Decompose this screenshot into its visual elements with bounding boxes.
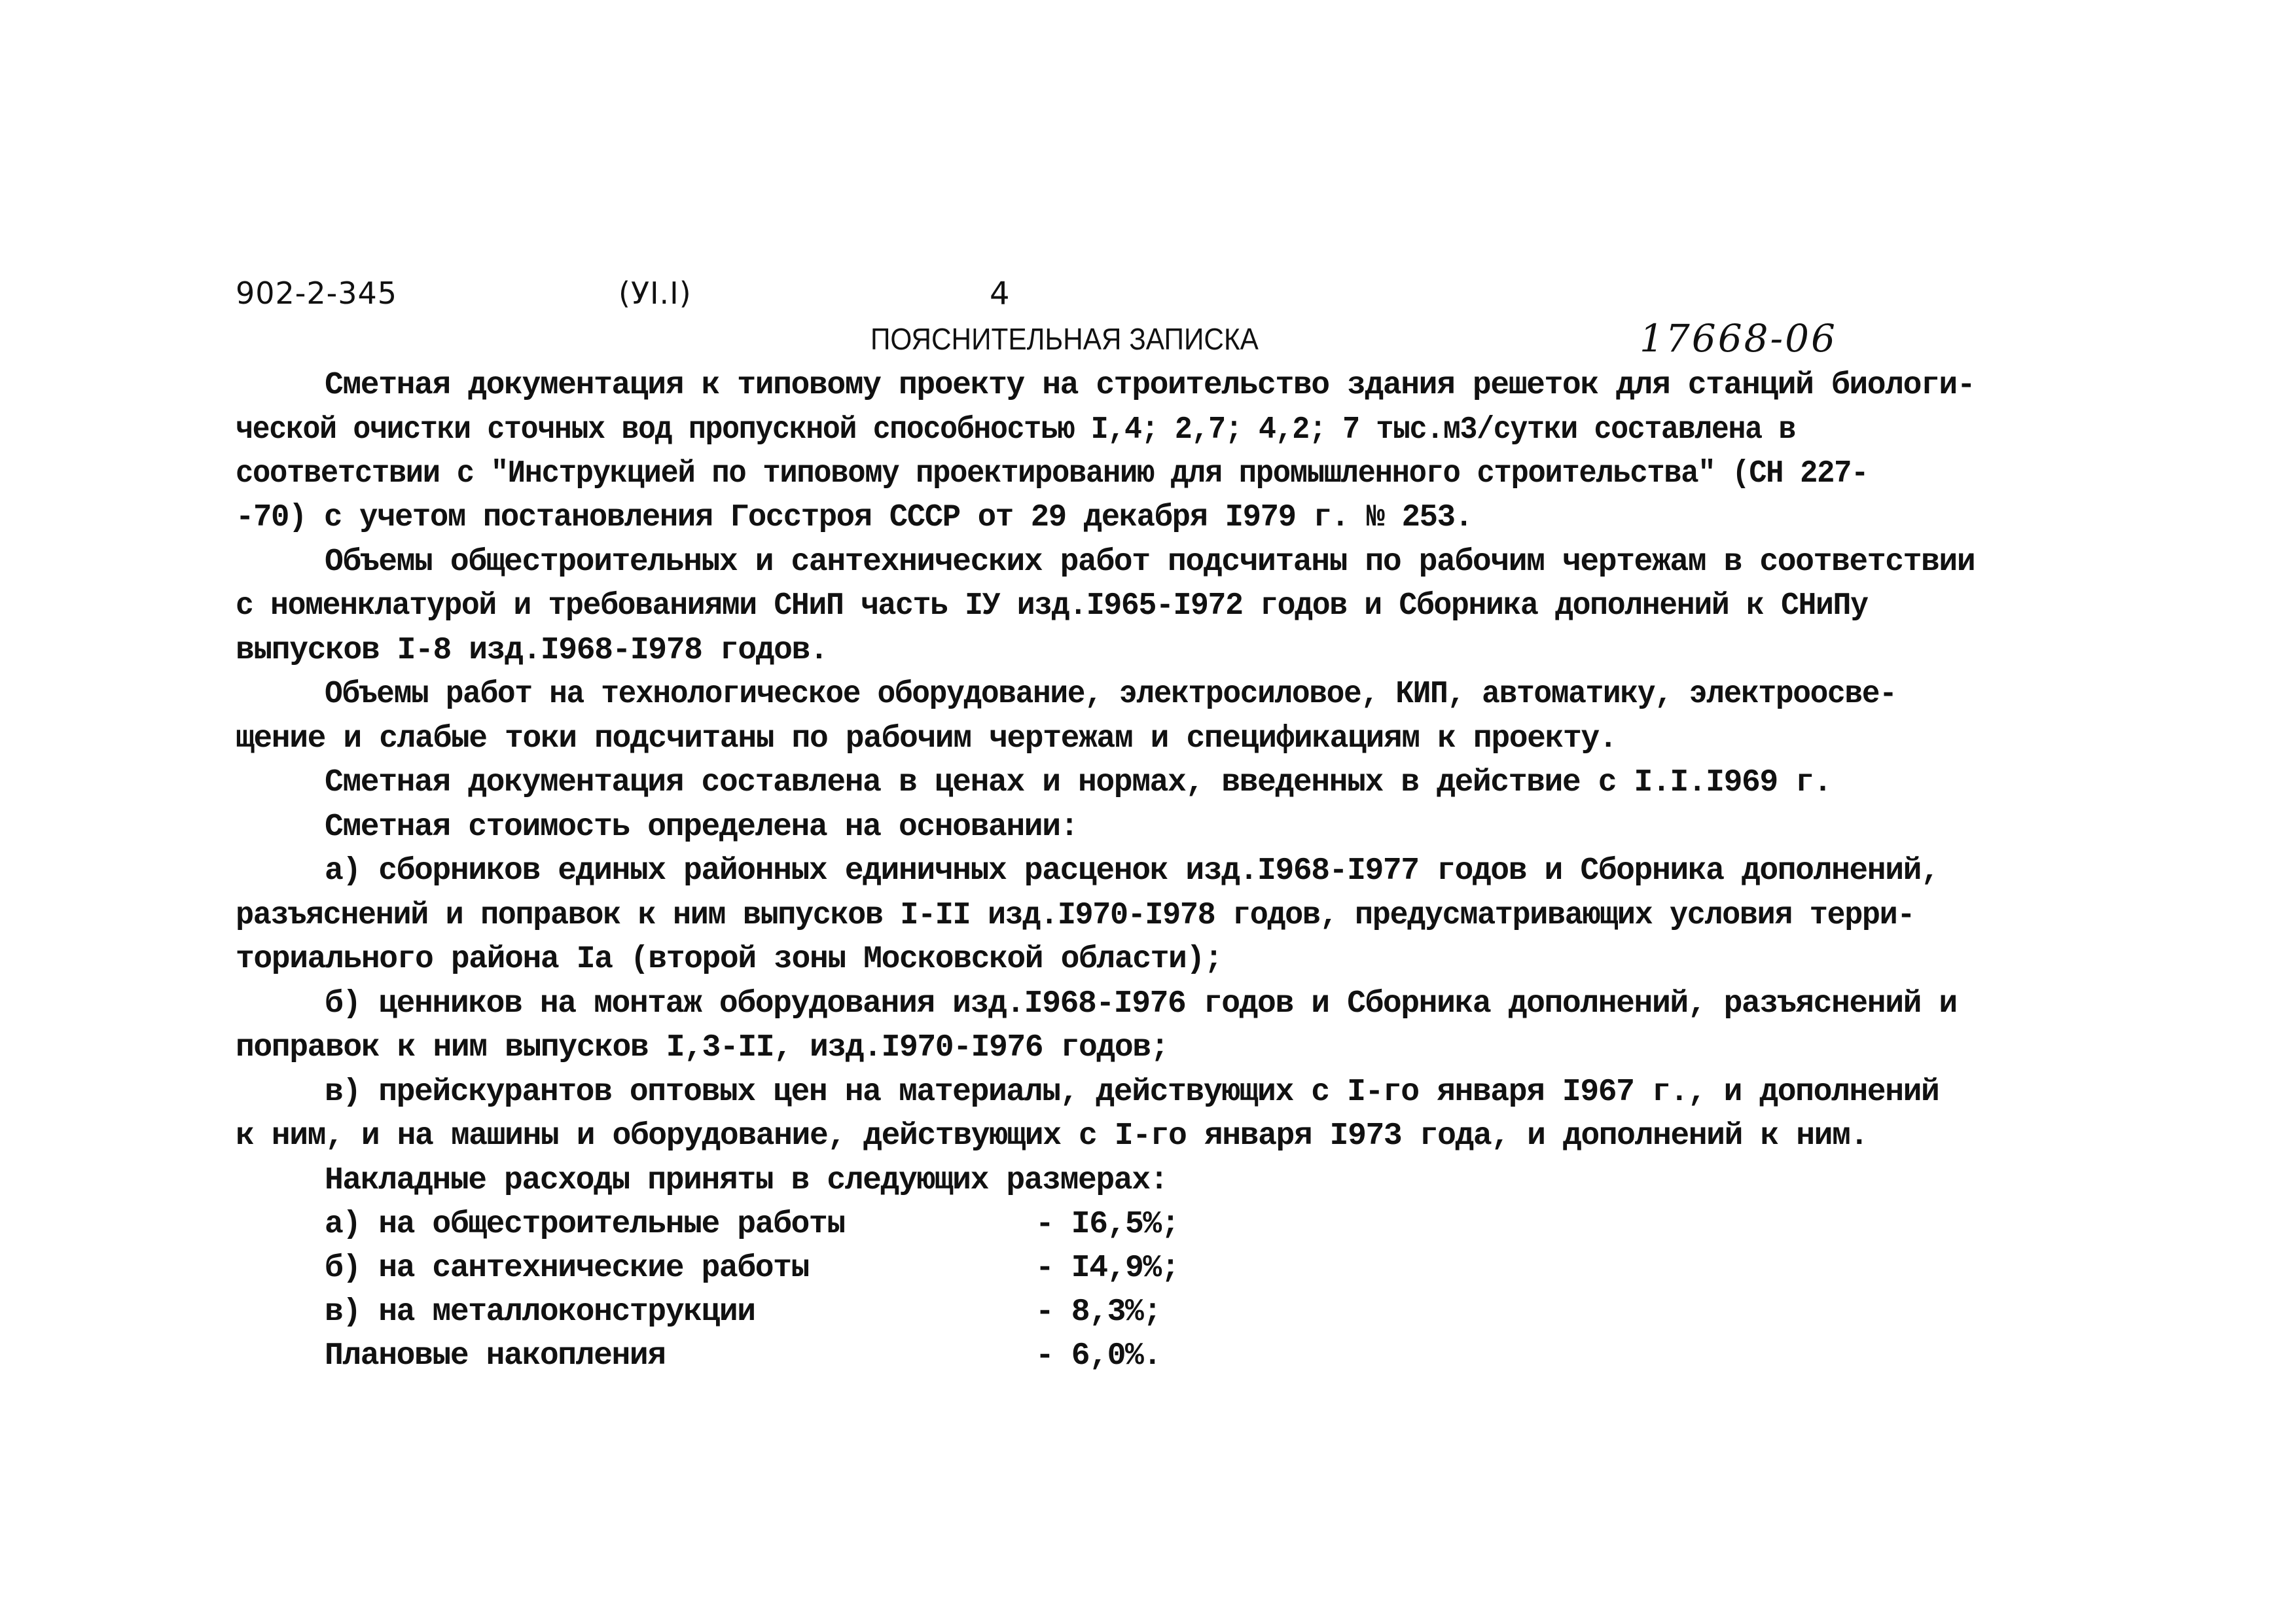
document-title: ПОЯСНИТЕЛЬНАЯ ЗАПИСКА <box>870 322 1259 356</box>
paragraph-line: соответствии с "Инструкцией по типовому проектированию для промышленного строительства" (СН 227- <box>236 456 1869 491</box>
paragraph-line: Накладные расходы приняты в следующих размерах: <box>325 1163 1168 1198</box>
cost-item-label: а) на общестроительные работы <box>325 1207 845 1242</box>
handwritten-number: 17668-06 <box>1640 316 1837 361</box>
planned-savings-value: - 6,0%. <box>1035 1338 1161 1374</box>
paragraph-line: поправок к ним выпусков I,3-II, изд.I970-I976 годов; <box>236 1030 1169 1065</box>
cost-item-label: в) на металлоконструкции <box>325 1294 755 1330</box>
paragraph-line: Объемы работ на технологическое оборудование, электросиловое, КИП, автоматику, электроосве- <box>325 677 1897 712</box>
paragraph-line: Объемы общестроительных и сантехнических работ подсчитаны по рабочим чертежам в соответствии <box>325 544 1975 580</box>
paragraph-line: щение и слабые токи подсчитаны по рабочим чертежам и спецификациям к проекту. <box>236 721 1617 757</box>
paragraph-line: б) ценников на монтаж оборудования изд.I968-I976 годов и Сборника дополнений, разъяснений и <box>325 986 1957 1022</box>
paragraph-line: с номенклатурой и требованиями СНиП часть IУ изд.I965-I972 годов и Сборника дополнений к СНиПу <box>236 588 1868 624</box>
volume-number: (УI.I) <box>619 276 692 311</box>
paragraph-line: ческой очистки сточных вод пропускной способностью I,4; 2,7; 4,2; 7 тыс.м3/сутки составлена в <box>236 412 1795 448</box>
paragraph-line: к ним, и на машины и оборудование, действующих с I-го января I973 года, и дополнений к ним. <box>236 1118 1868 1154</box>
paragraph-line: выпусков I-8 изд.I968-I978 годов. <box>236 633 828 668</box>
cost-item-value: - I4,9%; <box>1035 1251 1179 1286</box>
paragraph-line: а) сборников единых районных единичных расценок изд.I968-I977 годов и Сборника дополнений, <box>325 853 1939 889</box>
cost-item-value: - 8,3%; <box>1035 1294 1161 1330</box>
cost-item-label: б) на сантехнические работы <box>325 1251 809 1286</box>
planned-savings-label: Плановые накопления <box>325 1338 666 1374</box>
paragraph-line: ториального района Iа (второй зоны Московской области); <box>236 942 1223 977</box>
page-number: 4 <box>990 276 1011 312</box>
paragraph-line: Сметная документация к типовому проекту на строительство здания решеток для станций биологи- <box>325 368 1975 403</box>
cost-item-value: - I6,5%; <box>1035 1207 1179 1242</box>
paragraph-line: разъяснений и поправок к ним выпусков I-II изд.I970-I978 годов, предусматривающих условия терри- <box>236 898 1915 933</box>
paragraph-line: в) прейскурантов оптовых цен на материалы, действующих с I-го января I967 г., и дополнений <box>325 1075 1939 1110</box>
paragraph-line: Сметная документация составлена в ценах и нормах, введенных в действие с I.I.I969 г. <box>325 765 1831 800</box>
paragraph-line: Сметная стоимость определена на основании: <box>325 810 1078 845</box>
document-code: 902-2-345 <box>236 276 398 311</box>
paragraph-line: -70) с учетом постановления Госстроя СССР от 29 декабря I979 г. № 253. <box>236 500 1473 535</box>
